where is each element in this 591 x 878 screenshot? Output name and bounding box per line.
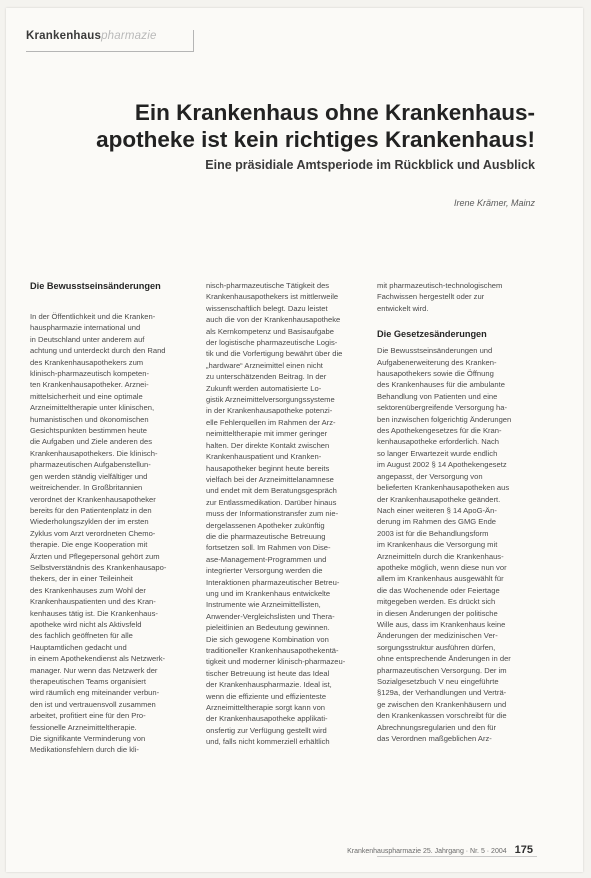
body-text-line: Medikationsfehlern durch die kli- [30,745,139,755]
body-text-line: Krankenhausapothekers ist mittlerweile [206,292,339,302]
body-text-line: gistik Arzneimittelversorgungssysteme [206,395,335,405]
body-text-line: kenhauses tätig ist. Die Krankenhaus- [30,608,158,618]
body-text-line: „hardware“ Arzneimittel einen nicht [206,360,323,370]
footer-journal-info: Krankenhauspharmazie 25. Jahrgang · Nr. 5 · 2004 [347,848,507,855]
body-text-line: mitgegeben werden. Es drückt sich [377,597,496,607]
body-text-line: fessionelle Arzneimitteltherapie. [30,722,137,732]
body-text-line: Behandlung von Patienten und eine [377,391,498,401]
body-text-line: tigkeit und moderner klinisch-pharmazeu- [206,657,346,667]
body-text-line: die das Wochenende oder Feiertage [377,585,500,595]
body-text-line: in Deutschland unter anderem auf [30,334,145,344]
body-text-line: Sozialgesetzbuch V neu eingeführte [377,677,499,686]
article-title [95,99,535,153]
column-2 [206,280,366,748]
body-text-line: auch die von der Krankenhausapotheke [206,315,341,325]
body-text-line: und endet mit dem Beratungsgespräch [206,486,337,496]
page-footer [347,844,533,856]
running-head-part1: Krankenhaus [26,30,102,42]
body-text-line: den Krankenkassen vorschreibt für die [377,711,507,721]
body-text-line: allem im Krankenhaus ausgewählt für [377,574,504,584]
body-text-line: muss der Informationstransfer zum nie- [206,509,339,519]
body-text-line: achtung und unterdeckt durch den Rand [30,346,166,356]
body-text-line: tik und die Vorfertigung bewährt über die [206,349,343,359]
body-text-line: therapie. Die enge Kooperation mit [30,540,148,550]
body-text-line: Gesichtspunkten bestimmen heute [30,426,147,436]
body-text-line: Die Bewusstseinsänderungen und [377,346,493,356]
body-text-line: sorgungsstruktur ausführen dürfen, [377,642,496,652]
running-head-tick [193,30,194,52]
body-text-line: die die pharmazeutische Betreuung [206,531,326,541]
body-text-line: in diesen Änderungen der politische [377,608,498,618]
body-text-line: in der Krankenhausapotheke potenzi- [206,406,333,416]
body-text-line: gen werden ständig vielfältiger und [30,471,148,481]
body-text-line: Hauptamtlichen gedacht und [30,642,127,652]
body-text-line: Interaktionen pharmazeutischer Betreu- [206,577,340,587]
body-text-line: neimitteltherapie mit immer geringer [206,429,328,439]
body-text-line: das Verordnen maßgeblichen Arz- [377,734,492,744]
body-text-line: und, falls nicht kommerziell erhältlich [206,737,330,747]
body-text-line: klinisch-pharmazeutisch kompeten- [30,369,150,379]
body-text-line: Arzneimitteltherapie sorgt kann von [206,703,326,713]
body-text-line: belieferten Krankenhausapotheken aus [377,483,510,493]
body-text-line: wissenschaftlich belegt. Dazu leistet [206,303,328,313]
body-text-line: Krankenhauspatient und Kranken- [206,452,322,462]
body-text-line: Wiederholungszyklen der im ersten [30,517,149,527]
body-text-line: In der Öffentlichkeit und die Kranken- [30,312,156,321]
body-text-line: halten. Der direkte Kontakt zwischen [206,440,330,450]
body-text-line: ge zwischen den Krankenhäusern und [377,699,507,709]
body-text-line: Zukunft werden automatisierte Lo- [206,383,322,393]
body-text-line: vielfach bei der Arzneimittelanamnese [206,474,334,484]
running-head [26,30,157,42]
column-1-body [30,311,190,756]
section-heading-bewusstsein: Die Bewusstseinsänderungen [30,281,161,291]
body-text-line: bereits für den Patientenplatz in den [30,505,152,515]
body-text-line: integrierter Versorgung werden die [206,566,323,576]
column-3-top-body [377,280,537,314]
body-text-line: ase-Management-Programmen und [206,554,327,564]
title-line-1: Ein Krankenhaus ohne Krankenhaus- [134,100,535,125]
body-text-line: in einem Apothekendienst als Netzwerk- [30,654,166,664]
body-text-line: Aufgabenerweiterung des Kranken- [377,357,497,367]
body-text-line: Arzneimitteln durch die Krankenhaus- [377,551,504,561]
body-text-line: ung und im Krankenhaus entwickelte [206,588,331,598]
body-text-line: Anwender-Vergleichslisten und Thera- [206,611,335,621]
running-head-rule [26,51,194,52]
body-text-line: Wille aus, dass im Krankenhaus keine [377,619,506,629]
journal-page [6,8,583,872]
body-text-line: nisch-pharmazeutische Tätigkeit des [206,281,330,290]
body-text-line: der logistische pharmazeutische Logis- [206,338,338,348]
body-text-line: §129a, der Verhandlungen und Verträ- [377,688,507,698]
body-text-line: zu unterschätzenden Beitrag. In der [206,372,327,382]
body-text-line: weitreichender. In Großbritannien [30,483,143,493]
body-text-line: thekers, der in einer Teileinheit [30,574,133,584]
body-text-line: den ist und vertrauensvoll zusammen [30,699,156,709]
body-text-line: Krankenhauspatienten und des Kran- [30,597,156,607]
body-text-line: Selbstverständnis des Krankenhausapo- [30,562,167,572]
body-text-line: hausapotheker beginnt heute bereits [206,463,330,473]
body-text-line: als Kernkompetenz und Basisaufgabe [206,326,334,336]
body-text-line: ten Krankenhausapotheker. Arznei- [30,380,149,390]
body-text-line: ohne entsprechende Änderungen in der [377,654,511,664]
body-text-line: mittelsicherheit und eine optimale [30,391,143,401]
body-text-line: der Krankenhauspharmazie. Ideal ist, [206,680,332,690]
body-text-line: entwickelt wird. [377,303,429,313]
body-text-line: hausapothekers sowie die Öffnung [377,369,494,379]
column-1 [30,280,190,756]
body-text-line: des Krankenhausapothekers zum [30,357,144,367]
body-text-line: hauspharmazie international und [30,323,141,333]
body-text-line: pieleitlinien an Bedeutung gewinnen. [206,623,330,633]
body-text-line: des Krankenhauses zum Wohl der [30,585,146,595]
article-subtitle: Eine präsidiale Amtsperiode im Rückblick und Ausblick [205,158,535,172]
body-text-line: apotheke wird nicht als Aktivsfeld [30,619,142,629]
footer-rule [377,856,537,857]
body-text-line: Die signifikante Verminderung von [30,734,146,744]
body-text-line: derung im Rahmen des GMG Ende [377,517,497,527]
column-3 [377,280,537,744]
body-text-line: verordnet der Krankenhausapotheker [30,494,156,504]
body-text-line: arbeitet, profitiert eine für den Pro- [30,711,146,721]
body-text-line: Änderungen der medizinischen Ver- [377,631,498,641]
body-text-line: die Aufgaben und Ziele anderen des [30,437,153,447]
body-text-line: traditioneller Krankenhausapothekentä- [206,646,339,655]
body-text-line: manager. Nur wenn das Netzwerk der [30,665,158,675]
body-text-line: Abrechnungsregularien und den für [377,722,497,732]
body-text-line: der Krankenhausapotheke geändert. [377,494,501,504]
section-heading-gesetz: Die Gesetzesänderungen [377,329,487,340]
body-text-line: pharmazeutischen Versorgung. Der im [377,665,507,675]
body-text-line: Die sich gewogene Kombination von [206,634,329,644]
body-text-line: zur Entlassmedikation. Darüber hinaus [206,497,337,507]
body-text-line: tischer Betreuung ist heute das Ideal [206,668,330,678]
body-text-line: im August 2002 § 14 Apothekengesetz [377,460,507,470]
title-line-2: apotheke ist kein richtiges Krankenhaus! [96,127,535,152]
body-text-line: onsfertig zur Verfügung gestellt wird [206,725,327,735]
column-3-body [377,345,537,744]
body-text-line: angepasst, der Versorgung von [377,471,483,481]
body-text-line: Instrumente wie Arzneimittellisten, [206,600,321,610]
body-text-line: kenhausapotheke erforderlich. Nach [377,437,499,447]
body-text-line: so langer Erwartezeit wurde endlich [377,448,498,458]
body-text-line: humanistischen und ökonomischen [30,414,149,424]
body-text-line: des Apothekengesetzes für die Kran- [377,426,502,436]
body-text-line: der Krankenhausapotheke applikati- [206,714,328,724]
body-text-line: therapeutischen Teams organisiert [30,677,146,686]
body-text-line: wenn die effiziente und effizienteste [206,691,327,701]
body-text-line: mit pharmazeutisch-technologischem [377,281,503,290]
column-2-body [206,280,366,748]
body-text-line: elle Fehlerquellen im Rahmen der Arz- [206,417,336,427]
running-head-part2: pharmazie [101,30,157,42]
body-text-line: Ärzten und Pflegepersonal gehört zum [30,551,160,561]
body-text-line: des fachlich geöffneten für alle [30,631,133,641]
body-text-line: im Krankenhaus die Versorgung mit [377,540,498,550]
body-text-line: sektorenübergreifende Versorgung ha- [377,403,508,413]
body-text-line: Krankenhausapothekers. Die klinisch- [30,448,158,458]
body-text-line: ben inzwischen folgerichtig Änderungen [377,414,512,424]
body-text-line: Zyklus vom Arzt verordneten Chemo- [30,528,156,538]
body-text-line: 2003 ist für die Behandlungsform [377,528,489,538]
body-text-line: Nach einer weiteren § 14 ApoG-Än- [377,505,497,515]
page-number: 175 [514,844,533,856]
body-text-line: pharmazeutischen Aufgabenstellun- [30,460,151,470]
body-text-line: dergelassenen Apotheker zukünftig [206,520,325,530]
body-text-line: fortsetzen soll. Im Rahmen von Dise- [206,543,331,553]
article-author: Irene Krämer, Mainz [453,198,535,208]
body-text-line: Fachwissen hergestellt oder zur [377,292,485,302]
body-text-line: apotheke möglich, wenn diese nun vor [377,562,507,572]
body-text-line: Arzneimitteltherapie unter klinischen, [30,403,155,413]
body-text-line: wird räumlich eng miteinander verbun- [30,688,160,698]
body-text-line: des Krankenhauses für die ambulante [377,380,505,390]
